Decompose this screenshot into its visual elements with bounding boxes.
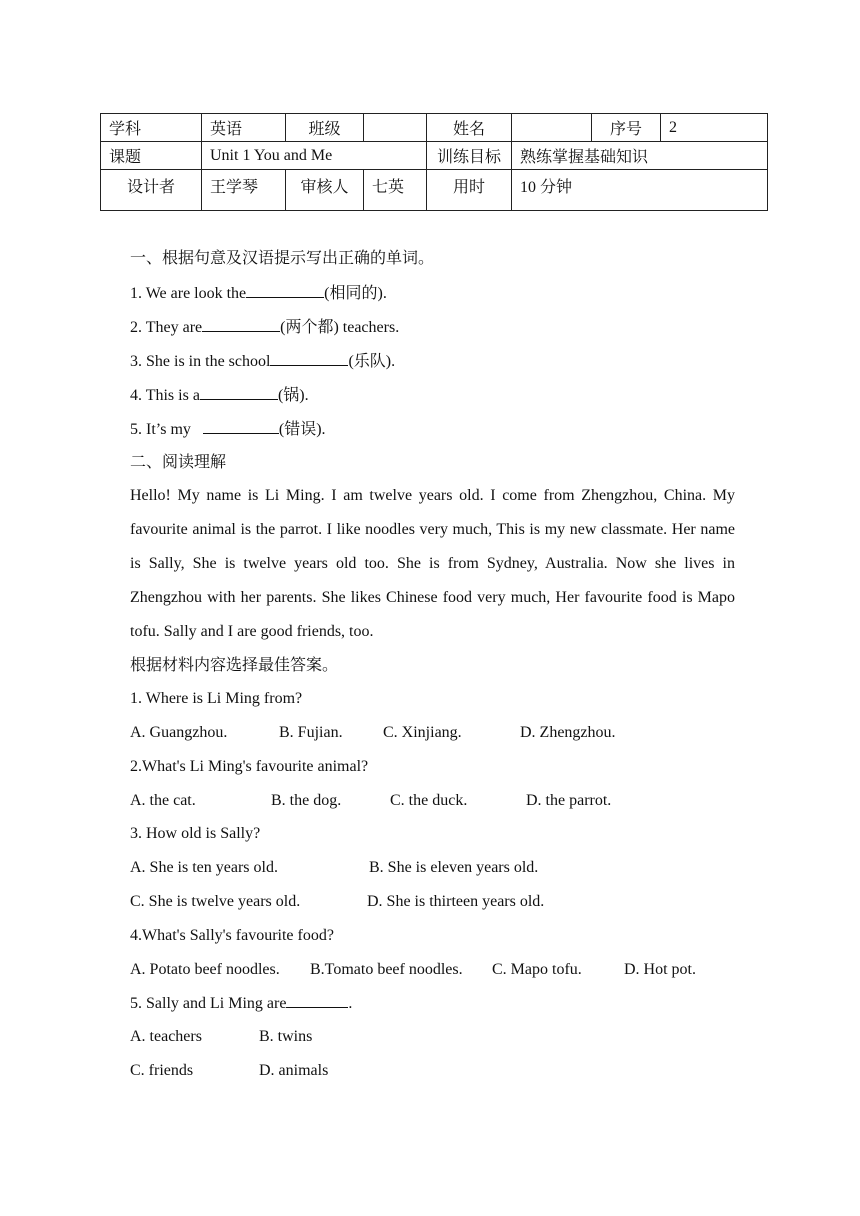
topic-label: 课题 xyxy=(101,142,202,170)
fill-item-4 xyxy=(130,385,309,406)
time-value: 10 分钟 xyxy=(512,170,768,211)
fill-item-hint: (锅). xyxy=(277,387,309,404)
designer-value: 王学琴 xyxy=(202,170,286,211)
fill-item-1 xyxy=(130,283,387,304)
class-value-field[interactable] xyxy=(364,114,427,142)
fill-item-hint: (错误). xyxy=(278,421,326,438)
option-3a[interactable]: A. She is ten years old. xyxy=(130,859,278,876)
option-4d[interactable]: D. Hot pot. xyxy=(624,961,696,978)
fill-item-text: 3. She is in the school xyxy=(130,353,271,370)
name-label: 姓名 xyxy=(427,114,512,142)
answer-blank[interactable] xyxy=(203,419,279,434)
option-3d[interactable]: D. She is thirteen years old. xyxy=(367,893,545,910)
class-label: 班级 xyxy=(286,114,364,142)
option-1d[interactable]: D. Zhengzhou. xyxy=(520,724,616,741)
option-5b[interactable]: B. twins xyxy=(259,1028,313,1045)
reviewer-label: 审核人 xyxy=(286,170,364,211)
fill-item-hint: (相同的). xyxy=(324,285,387,302)
subject-label: 学科 xyxy=(101,114,202,142)
fill-item-3 xyxy=(130,351,395,372)
fill-item-2 xyxy=(130,317,399,338)
fill-item-text: 4. This is a xyxy=(130,387,200,404)
option-4b[interactable]: B.Tomato beef noodles. xyxy=(310,961,463,978)
question-5-text: 5. Sally and Li Ming are xyxy=(130,995,287,1012)
topic-value: Unit 1 You and Me xyxy=(202,142,427,170)
goal-value: 熟练掌握基础知识 xyxy=(512,142,768,170)
question-5-end: . xyxy=(348,995,353,1012)
answer-blank[interactable] xyxy=(200,385,278,400)
time-label: 用时 xyxy=(427,170,512,211)
option-3c[interactable]: C. She is twelve years old. xyxy=(130,893,301,910)
fill-item-text: 1. We are look the xyxy=(130,285,247,302)
question-1: 1. Where is Li Ming from? xyxy=(130,690,303,707)
fill-item-text: 5. It’s my xyxy=(130,421,195,438)
option-5a[interactable]: A. teachers xyxy=(130,1028,202,1045)
seq-label: 序号 xyxy=(592,114,661,142)
option-5d[interactable]: D. animals xyxy=(259,1062,329,1079)
fill-item-text: 2. They are xyxy=(130,319,203,336)
seq-value: 2 xyxy=(661,114,768,142)
header-table xyxy=(100,113,768,211)
name-value-field[interactable] xyxy=(512,114,592,142)
option-2d[interactable]: D. the parrot. xyxy=(526,792,612,809)
option-2b[interactable]: B. the dog. xyxy=(271,792,342,809)
question-2: 2.What's Li Ming's favourite animal? xyxy=(130,758,369,775)
fill-item-hint: (两个都) teachers. xyxy=(280,319,400,336)
section1-title: 一、根据句意及汉语提示写出正确的单词。 xyxy=(130,250,435,267)
answer-blank[interactable] xyxy=(286,993,348,1008)
option-3b[interactable]: B. She is eleven years old. xyxy=(369,859,539,876)
section2-title: 二、阅读理解 xyxy=(130,454,227,471)
option-2a[interactable]: A. the cat. xyxy=(130,792,196,809)
option-1a[interactable]: A. Guangzhou. xyxy=(130,724,228,741)
fill-item-5 xyxy=(130,419,326,440)
answer-blank[interactable] xyxy=(246,283,324,298)
designer-label: 设计者 xyxy=(101,170,202,211)
option-2c[interactable]: C. the duck. xyxy=(390,792,468,809)
fill-item-hint: (乐队). xyxy=(348,353,396,370)
reading-passage: Hello! My name is Li Ming. I am twelve years old. I come from Zhengzhou, China. My favourite animal is the parrot. I like noodles very much, This is my new classmate. Her name is Sally, She is twelve years old too. She is from Sydney, Australia. Now she lives in Zhengzhou with her parents. She likes Chinese food very much, Her favourite food is Mapo tofu. Sally and I are good friends, too. xyxy=(130,487,735,640)
reading-instruction: 根据材料内容选择最佳答案。 xyxy=(130,657,339,674)
subject-value: 英语 xyxy=(202,114,286,142)
reviewer-value: 七英 xyxy=(364,170,427,211)
option-1b[interactable]: B. Fujian. xyxy=(279,724,343,741)
answer-blank[interactable] xyxy=(270,351,348,366)
option-4a[interactable]: A. Potato beef noodles. xyxy=(130,961,280,978)
option-5c[interactable]: C. friends xyxy=(130,1062,194,1079)
option-1c[interactable]: C. Xinjiang. xyxy=(383,724,462,741)
answer-blank[interactable] xyxy=(202,317,280,332)
question-3: 3. How old is Sally? xyxy=(130,825,261,842)
goal-label: 训练目标 xyxy=(427,142,512,170)
question-5 xyxy=(130,993,352,1014)
question-4: 4.What's Sally's favourite food? xyxy=(130,927,334,944)
option-4c[interactable]: C. Mapo tofu. xyxy=(492,961,582,978)
